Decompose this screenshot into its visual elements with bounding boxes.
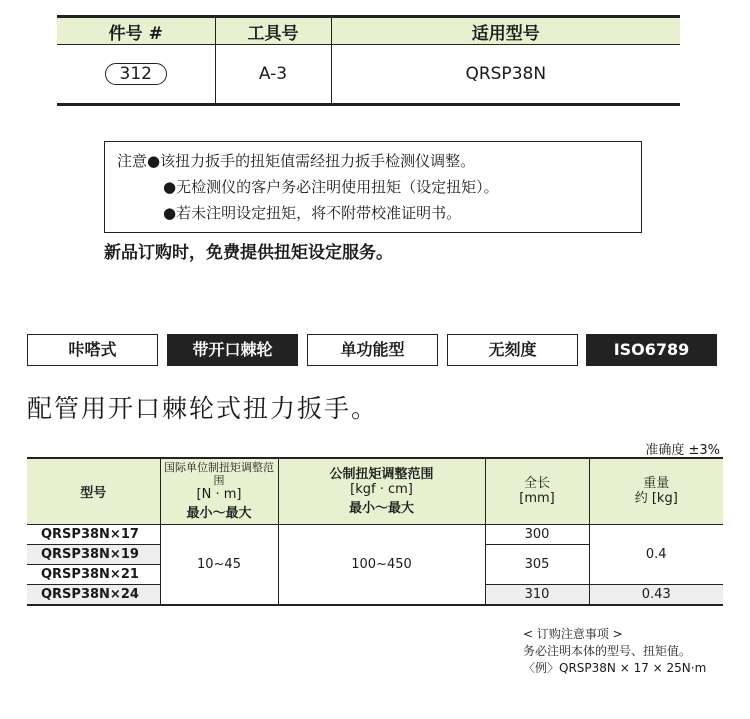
metric-range-unit: [kgf · cm] [350,481,413,497]
note-line: ●无检测仪的客户务必注明使用扭矩（设定扭矩）。 [163,178,499,196]
weight-cell: 0.4 [589,524,723,584]
spec-header-metric-range [278,458,485,524]
metric-range-cell: 100~450 [278,524,485,605]
length-cell: 300 [485,524,589,544]
free-service-note: 新品订购时，免费提供扭矩设定服务。 [104,243,393,263]
si-range-label: 国际单位制扭矩调整范围 [164,461,274,488]
spec-header-model: 型号 [27,458,160,524]
tag-iso6789: ISO6789 [586,334,717,366]
parts-header-part-no: 件号 # [57,17,215,45]
length-label: 全长 [523,476,550,492]
model-cell: QRSP38N×24 [27,584,160,605]
note-line: ●若未注明设定扭矩，将不附带校准证明书。 [163,204,462,222]
parts-table [57,15,680,106]
spec-header-weight [589,458,723,524]
parts-cell-model: QRSP38N [331,45,680,105]
part-no-badge: 312 [105,63,167,85]
product-title: 配管用开口棘轮式扭力扳手。 [27,394,379,423]
order-notes [523,626,706,677]
spec-table [27,457,723,606]
model-cell: QRSP38N×21 [41,566,139,582]
order-notes-heading: < 订购注意事项 > [523,627,623,641]
tag-single-function: 单功能型 [307,334,438,366]
length-cell: 310 [485,584,589,605]
si-range-minmax: 最小～最大 [186,506,252,522]
length-unit: [mm] [519,491,555,507]
weight-cell: 0.43 [589,584,723,605]
tag-open-ratchet: 带开口棘轮 [167,334,298,366]
length-cell: 305 [485,544,589,584]
si-range-unit: [N · m] [196,487,242,503]
model-cell: QRSP38N×19 [27,544,160,564]
weight-unit: 约 [kg] [634,491,678,507]
weight-label: 重量 [643,476,670,492]
parts-cell-part-no [57,45,215,105]
note-line: 注意●该扭力扳手的扭矩值需经扭力扳手检测仪调整。 [117,152,476,170]
parts-row [57,45,680,105]
model-cell: QRSP38N×17 [41,526,139,542]
tag-no-scale: 无刻度 [447,334,578,366]
order-notes-example: 〈例〉QRSP38N × 17 × 25N·m [523,661,707,675]
spec-header-si-range [160,458,278,524]
order-notes-line: 务必注明本体的型号、扭矩值。 [523,644,692,658]
si-range-cell: 10~45 [160,524,278,605]
spec-header-length [485,458,589,524]
metric-range-label: 公制扭矩调整范围 [329,466,434,482]
tag-click-type: 咔嗒式 [27,334,158,366]
table-row [27,524,723,544]
accuracy-note: 准确度 ±3% [645,443,720,458]
parts-header-model: 适用型号 [331,17,680,45]
parts-header-tool-no: 工具号 [215,17,331,45]
parts-cell-tool-no: A-3 [215,45,331,105]
metric-range-minmax: 最小～最大 [348,500,414,516]
calibration-note-box [104,141,642,233]
